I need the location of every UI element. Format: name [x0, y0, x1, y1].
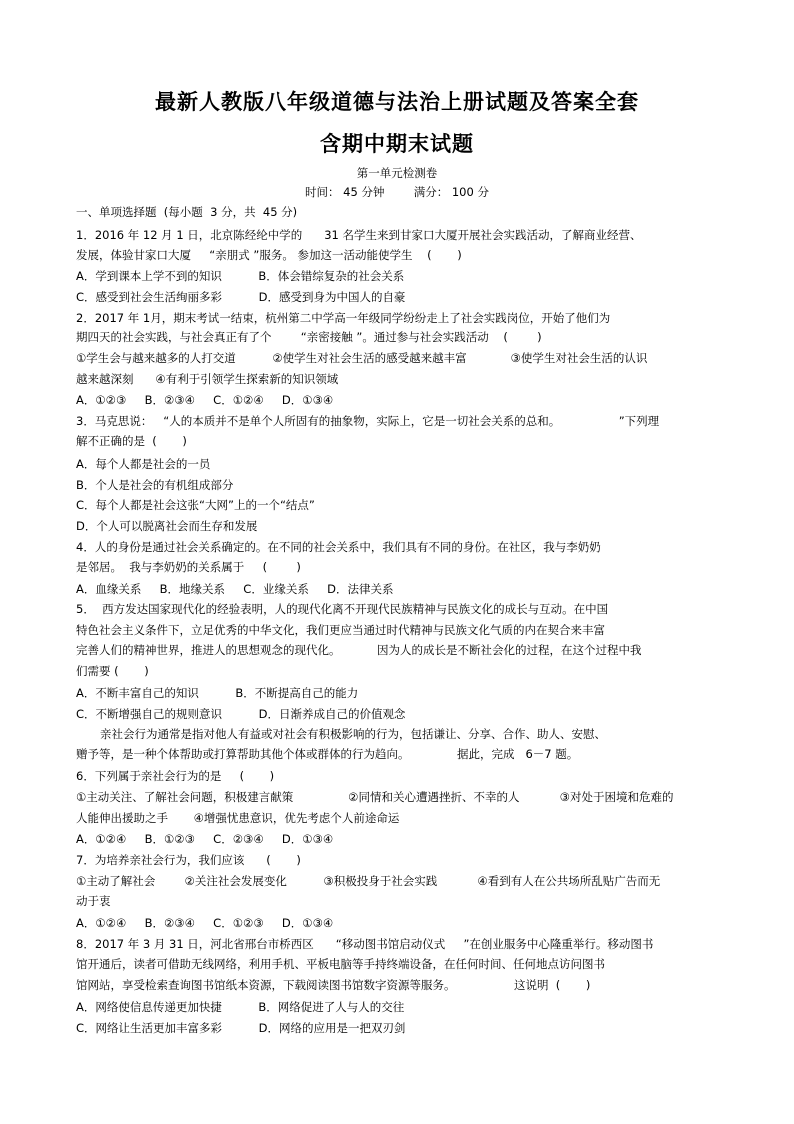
unit-subtitle: 第一单元检测卷 [356, 166, 438, 180]
question-5-options-cd: C．不断增强自己的规则意识 D．日渐养成自己的价值观念 [76, 707, 406, 721]
question-7-statements-cont: 动于衷 [76, 894, 111, 908]
question-2-statements-cont: 越来越深刻 ④有利于引领学生探索新的知识领域 [76, 372, 339, 386]
question-2-statements: ①学生会与越来越多的人打交道 ②使学生对社会生活的感受越来越丰富 ③使学生对社会生活的认识 [76, 351, 648, 365]
question-1-options-ab: A．学到课本上学不到的知识 B．体会错综复杂的社会关系 [76, 269, 405, 283]
question-5-options-ab: A．不断丰富自己的知识 B．不断提高自己的能力 [76, 686, 359, 700]
question-8-options-ab: A．网络使信息传递更加快捷 B．网络促进了人与人的交往 [76, 1000, 405, 1014]
exam-meta: 时间： 45 分钟 满分： 100 分 [305, 185, 489, 199]
question-4-options: A．血缘关系 B．地缘关系 C．业缘关系 D．法律关系 [76, 582, 394, 596]
question-3-option-d: D．个人可以脱离社会而生存和发展 [76, 519, 258, 533]
question-7-statements: ①主动了解社会 ②关注社会发展变化 ③积极投身于社会实践 ④看到有人在公共场所乱贴广告而无 [76, 874, 661, 888]
question-7-stem: 7．为培养亲社会行为，我们应该 ( ) [76, 853, 301, 867]
reading-passage-cont: 赠予等，是一种个体帮助或打算帮助其他个体或群体的行为趋向。 据此，完成 6－7 题。 [76, 747, 579, 761]
reading-passage: 亲社会行为通常是指对他人有益或对社会有积极影响的行为，包括谦让、分享、合作、助人、安慰、 [100, 727, 606, 741]
question-3-option-b: B．个人是社会的有机组成部分 [76, 478, 234, 492]
question-5-stem-cont2: 完善人们的精神世界，推进人的思想观念的现代化。 因为人的成长是不断社会化的过程，在这个过程中我 [76, 643, 642, 657]
question-5-stem-cont1: 特色社会主义条件下，立足优秀的中华文化，我们更应当通过时代精神与民族文化气质的内在契合来丰富 [76, 623, 605, 637]
question-2-stem-cont: 期四天的社会实践，与社会真正有了个 “亲密接触 ”。通过参与社会实践活动 ( ) [76, 330, 542, 344]
question-6-statements: ①主动关注、了解社会问题，积极建言献策 ②同情和关心遭遇挫折、不幸的人 ③对处于困境和危难的 [76, 790, 674, 804]
question-4-stem: 4．人的身份是通过社会关系确定的。在不同的社会关系中，我们具有不同的身份。在社区，我与李奶奶 [76, 540, 601, 554]
question-3-stem: 3．马克思说： “人的本质并不是单个人所固有的抽象物，实际上，它是一切社会关系的总和。 ”下列理 [76, 414, 660, 428]
question-6-statements-cont: 人能伸出援助之手 ④增强忧患意识，优先考虑个人前途命运 [76, 811, 400, 825]
doc-title-line1: 最新人教版八年级道德与法治上册试题及答案全套 [155, 90, 639, 114]
question-2-options: A．①②③ B．②③④ C．①②④ D．①③④ [76, 393, 334, 407]
question-3-stem-cont: 解不正确的是 ( ) [76, 434, 187, 448]
question-3-option-a: A．每个人都是社会的一员 [76, 457, 211, 471]
question-6-options: A．①②④ B．①②③ C．②③④ D．①③④ [76, 832, 334, 846]
question-7-options: A．①②④ B．②③④ C．①②③ D．①③④ [76, 916, 334, 930]
doc-title-line2: 含期中期末试题 [320, 132, 474, 156]
question-6-stem: 6．下列属于亲社会行为的是 ( ) [76, 769, 275, 783]
question-1-options-cd: C．感受到社会生活绚丽多彩 D．感受到身为中国人的自豪 [76, 290, 406, 304]
question-8-stem: 8．2017 年 3 月 31 日，河北省邢台市桥西区 “移动图书馆启动仪式 ”在创业服务中心隆重举行。移动图书 [76, 937, 654, 951]
question-5-stem-cont3: 们需要 ( ) [76, 664, 149, 678]
question-2-stem: 2．2017 年 1月，期末考试一结束，杭州第二中学高一年级同学纷纷走上了社会实践岗位，开始了他们为 [76, 311, 611, 325]
question-8-stem-cont1: 馆开通后，读者可借助无线网络，利用手机、平板电脑等手持终端设备，在任何时间、任何地点访问图书 [76, 957, 605, 971]
section-heading: 一、单项选择题 (每小题 3 分，共 45 分) [76, 205, 298, 219]
question-1-stem: 1．2016 年 12 月 1 日，北京陈经纶中学的 31 名学生来到甘家口大厦开展社会实践活动，了解商业经营、 [76, 228, 642, 242]
question-1-stem-cont: 发展，体验甘家口大厦 “亲朋式 ”服务。 参加这一活动能使学生 ( ) [76, 248, 462, 262]
question-4-stem-cont: 是邻居。 我与李奶奶的关系属于 ( ) [76, 560, 301, 574]
question-8-options-cd: C．网络让生活更加丰富多彩 D．网络的应用是一把双刃剑 [76, 1021, 406, 1035]
question-3-option-c: C．每个人都是社会这张“大网”上的一个“结点” [76, 498, 315, 512]
question-8-stem-cont2: 馆网站，享受检索查询图书馆纸本资源，下载阅读图书馆数字资源等服务。 这说明 ( ) [76, 978, 591, 992]
question-5-stem: 5． 西方发达国家现代化的经验表明，人的现代化离不开现代民族精神与民族文化的成长与互动。在中国 [76, 602, 609, 616]
